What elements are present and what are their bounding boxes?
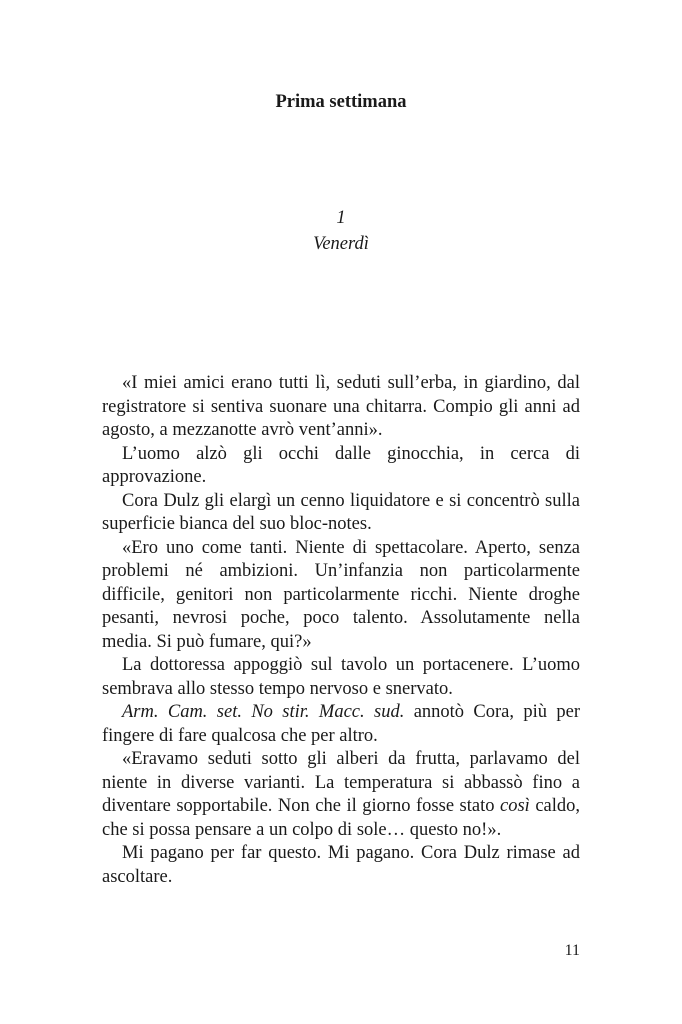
paragraph	[102, 372, 580, 443]
paragraph-text: Mi pagano per far questo. Mi pagano. Cora Dulz rimase ad ascoltare.	[102, 843, 580, 887]
body-text	[102, 372, 580, 889]
paragraph	[102, 701, 580, 748]
paragraph	[102, 842, 580, 889]
paragraph	[102, 537, 580, 655]
page-number: 11	[564, 942, 580, 959]
paragraph-text: annotò Cora, più per fingere di fare qualcosa che per altro.	[102, 702, 580, 746]
italic-note: Arm. Cam. set. No stir. Macc. sud.	[122, 702, 405, 722]
paragraph-text: «Eravamo seduti sotto gli alberi da frutta, parlavamo del niente in diverse varianti. La temperatura si abbassò fino a diventare sopportabile. Non che il giorno fosse stato	[102, 749, 580, 816]
paragraph-text: «I miei amici erano tutti lì, seduti sull’erba, in giardino, dal registratore si sentiva suonare una chitarra. Compio gli anni ad agosto, a mezzanotte avrò vent’anni».	[102, 373, 580, 440]
paragraph	[102, 490, 580, 537]
paragraph	[102, 748, 580, 842]
part-title: Prima settimana	[275, 92, 407, 112]
chapter-title: Venerdì	[313, 234, 369, 254]
paragraph-text: La dottoressa appoggiò sul tavolo un portacenere. L’uomo sembrava allo stesso tempo nervoso e snervato.	[102, 655, 580, 699]
paragraph-text: «Ero uno come tanti. Niente di spettacolare. Aperto, senza problemi né ambizioni. Un’infanzia non particolarmente difficile, genitori non particolarmente ricchi. Niente droghe pesanti, nevrosi poche, poco talento. Assolutamente nella media. Si può fumare, qui?»	[102, 537, 580, 652]
paragraph	[102, 654, 580, 701]
chapter-number: 1	[336, 208, 346, 228]
paragraph-text: Cora Dulz gli elargì un cenno liquidatore e si concentrò sulla superficie bianca del suo bloc-notes.	[102, 490, 580, 534]
paragraph-text: L’uomo alzò gli occhi dalle ginocchia, in cerca di approvazione.	[102, 443, 580, 487]
paragraph-text-after: caldo, che si possa pensare a un colpo di sole… questo no!».	[102, 796, 581, 840]
italic-word: così	[500, 796, 530, 816]
paragraph	[102, 443, 580, 490]
